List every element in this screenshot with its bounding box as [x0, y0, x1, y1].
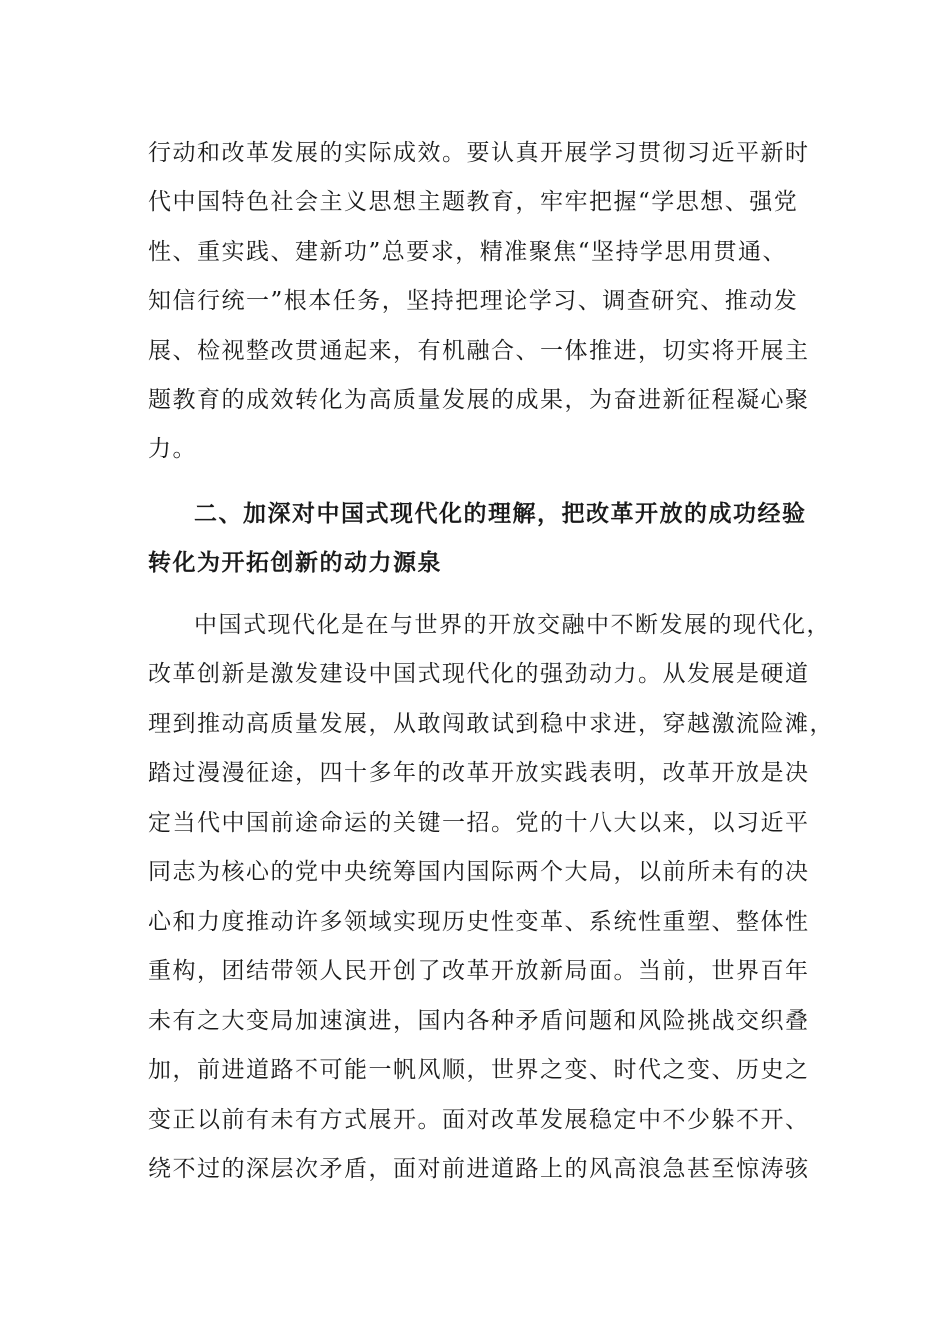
text-line: 改革创新是激发建设中国式现代化的强劲动力。从发展是硬道	[148, 661, 810, 687]
text-line: 展、检视整改贯通起来，有机融合、一体推进，切实将开展主	[148, 338, 810, 364]
text-line: 心和力度推动许多领域实现历史性变革、系统性重塑、整体性	[148, 909, 810, 935]
text-line: 未有之大变局加速演进，国内各种矛盾问题和风险挑战交织叠	[148, 1008, 810, 1034]
text-line: 同志为核心的党中央统筹国内国际两个大局，以前所未有的决	[148, 859, 810, 885]
text-line: 中国式现代化是在与世界的开放交融中不断发展的现代化，	[194, 612, 831, 638]
text-line: 题教育的成效转化为高质量发展的成果，为奋进新征程凝心聚	[148, 387, 810, 413]
text-line: 踏过漫漫征途，四十多年的改革开放实践表明，改革开放是决	[148, 760, 810, 786]
text-line: 变正以前有未有方式展开。面对改革发展稳定中不少躲不开、	[148, 1107, 810, 1133]
text-line: 加，前进道路不可能一帆风顺，世界之变、时代之变、历史之	[148, 1057, 810, 1083]
text-line: 理到推动高质量发展，从敢闯敢试到稳中求进，穿越激流险滩，	[148, 711, 834, 737]
heading-line: 二、加深对中国式现代化的理解，把改革开放的成功经验	[194, 501, 807, 527]
text-line: 代中国特色社会主义思想主题教育，牢牢把握“学思想、强党	[148, 189, 799, 215]
text-line: 定当代中国前途命运的关键一招。党的十八大以来，以习近平	[148, 810, 810, 836]
text-line: 绕不过的深层次矛盾，面对前进道路上的风高浪急甚至惊涛骇	[148, 1156, 810, 1182]
text-line: 知信行统一”根本任务，坚持把理论学习、调查研究、推动发	[148, 288, 799, 314]
text-line: 力。	[148, 436, 197, 462]
text-line: 重构，团结带领人民开创了改革开放新局面。当前，世界百年	[148, 958, 810, 984]
text-line: 行动和改革发展的实际成效。要认真开展学习贯彻习近平新时	[148, 140, 810, 166]
text-line: 性、重实践、建新功”总要求，精准聚焦“坚持学思用贯通、	[148, 239, 788, 265]
heading-line: 转化为开拓创新的动力源泉	[148, 550, 442, 576]
